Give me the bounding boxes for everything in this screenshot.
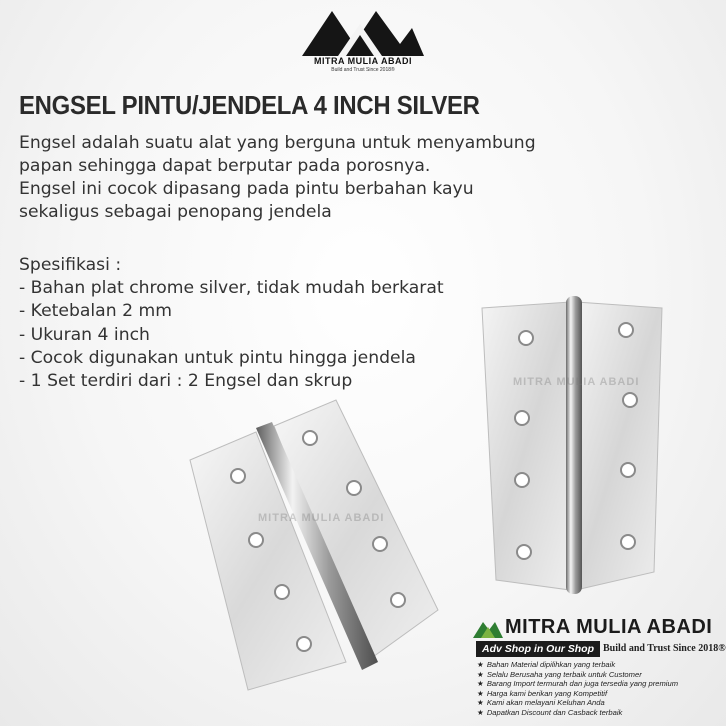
list-item: ★ Kami akan melayani Keluhan Anda — [477, 698, 605, 708]
description-line: Engsel ini cocok dipasang pada pintu berbahan kayu — [19, 179, 474, 199]
top-logo — [300, 6, 426, 76]
list-item: ★ Barang Import termurah dan juga tersedia yang premium — [477, 679, 679, 689]
brand-name: MITRA MULIA ABADI — [505, 616, 713, 638]
adv-badge: Adv Shop in Our Shop — [476, 641, 600, 657]
description-line: sekaligus sebagai penopang jendela — [19, 202, 332, 222]
benefits-list — [477, 660, 678, 718]
page-title: ENGSEL PINTU/JENDELA 4 INCH SILVER — [19, 90, 480, 120]
brand-tagline: Build and Trust Since 2018® — [331, 67, 395, 73]
product-description — [19, 132, 579, 224]
list-item: ★ Harga kami berikan yang Kompetitif — [477, 688, 608, 698]
mountain-logo-icon — [473, 618, 503, 638]
description-line: Engsel adalah suatu alat yang berguna untuk menyambung — [19, 133, 536, 153]
list-item: ★ Dapatkan Discount dan Casback terbaik — [477, 707, 623, 717]
spec-title: Spesifikasi : — [19, 255, 122, 275]
brand-name: MITRA MULIA ABADI — [314, 56, 412, 66]
watermark: MITRA MULIA ABADI — [513, 376, 640, 388]
list-item: ★ Selalu Berusaha yang terbaik untuk Customer — [477, 669, 642, 679]
spec-item: - Ketebalan 2 mm — [19, 301, 172, 322]
specifications — [19, 254, 444, 393]
star-icon: ★ — [477, 688, 484, 698]
star-icon: ★ — [477, 698, 484, 708]
star-icon: ★ — [477, 669, 484, 679]
watermark: MITRA MULIA ABADI — [258, 512, 385, 524]
spec-item: - Bahan plat chrome silver, tidak mudah berkarat — [19, 278, 444, 299]
list-item: ★ Bahan Material dipilihkan yang terbaik — [477, 660, 616, 669]
star-icon: ★ — [477, 679, 484, 689]
spec-item: - Cocok digunakan untuk pintu hingga jendela — [19, 347, 416, 368]
spec-item: - 1 Set terdiri dari : 2 Engsel dan skrup — [19, 371, 353, 392]
mountain-logo-icon — [302, 6, 424, 56]
star-icon: ★ — [477, 707, 484, 717]
brand-tagline: Build and Trust Since 2018® — [603, 643, 726, 654]
hinge-image-right — [478, 290, 668, 600]
spec-item: - Ukuran 4 inch — [19, 324, 150, 345]
hinge-image-left — [186, 392, 446, 692]
star-icon: ★ — [477, 660, 484, 669]
bottom-brand-block — [473, 616, 726, 726]
description-line: papan sehingga dapat berputar pada porosnya. — [19, 156, 431, 176]
